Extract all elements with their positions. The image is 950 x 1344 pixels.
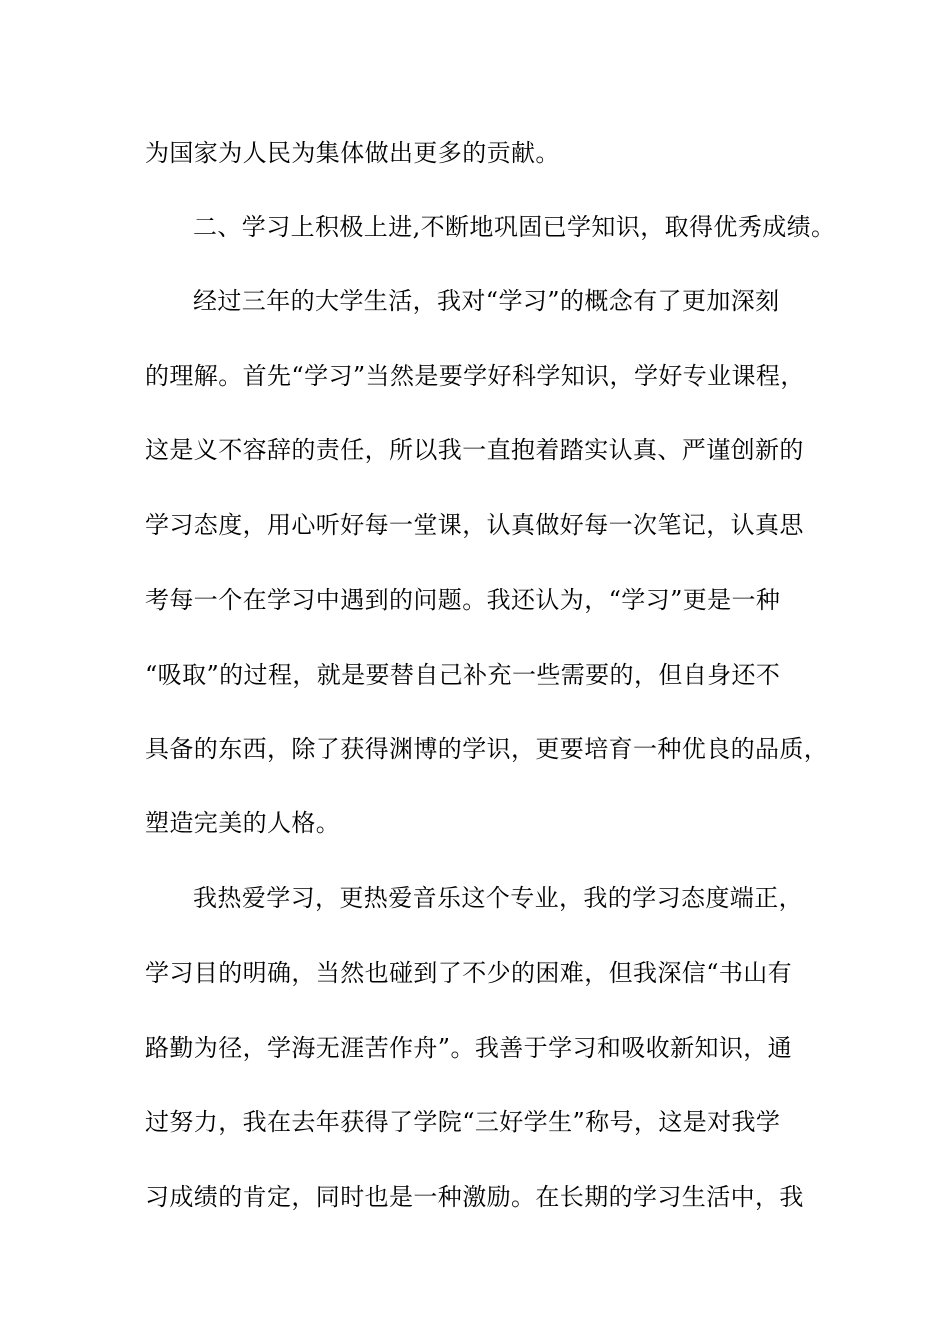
paragraph-line: 经过三年的大学生活，我对“学习”的概念有了更加深刻 (193, 287, 780, 315)
paragraph-line: 这是义不容辞的责任，所以我一直抱着踏实认真、严谨创新的 (145, 436, 804, 464)
paragraph-line: 学习目的明确，当然也碰到了不少的困难，但我深信“书山有 (145, 959, 793, 987)
section-heading: 二、学习上积极上进,不断地巩固已学知识，取得优秀成绩。 (193, 213, 836, 241)
paragraph-line: 具备的东西，除了获得渊博的学识，更要培育一种优良的品质， (145, 735, 829, 763)
paragraph-line: 的理解。首先“学习”当然是要学好科学知识，学好专业课程， (145, 362, 805, 390)
paragraph-line: 考每一个在学习中遇到的问题。我还认为，“学习”更是一种 (145, 586, 781, 614)
paragraph-line: 路勤为径，学海无涯苦作舟”。我善于学习和吸收新知识，通 (145, 1034, 793, 1062)
paragraph-line: 习成绩的肯定，同时也是一种激励。在长期的学习生活中，我 (145, 1183, 804, 1211)
paragraph-line: 为国家为人民为集体做出更多的贡献。 (145, 139, 560, 167)
paragraph-line: 塑造完美的人格。 (145, 809, 341, 837)
paragraph-line: 过努力，我在去年获得了学院“三好学生”称号，这是对我学 (145, 1108, 781, 1136)
paragraph-line: 学习态度，用心听好每一堂课，认真做好每一次笔记，认真思 (145, 511, 804, 539)
paragraph-line: 我热爱学习，更热爱音乐这个专业，我的学习态度端正， (193, 884, 803, 912)
paragraph-line: “吸取”的过程，就是要替自己补充一些需要的，但自身还不 (145, 661, 781, 689)
